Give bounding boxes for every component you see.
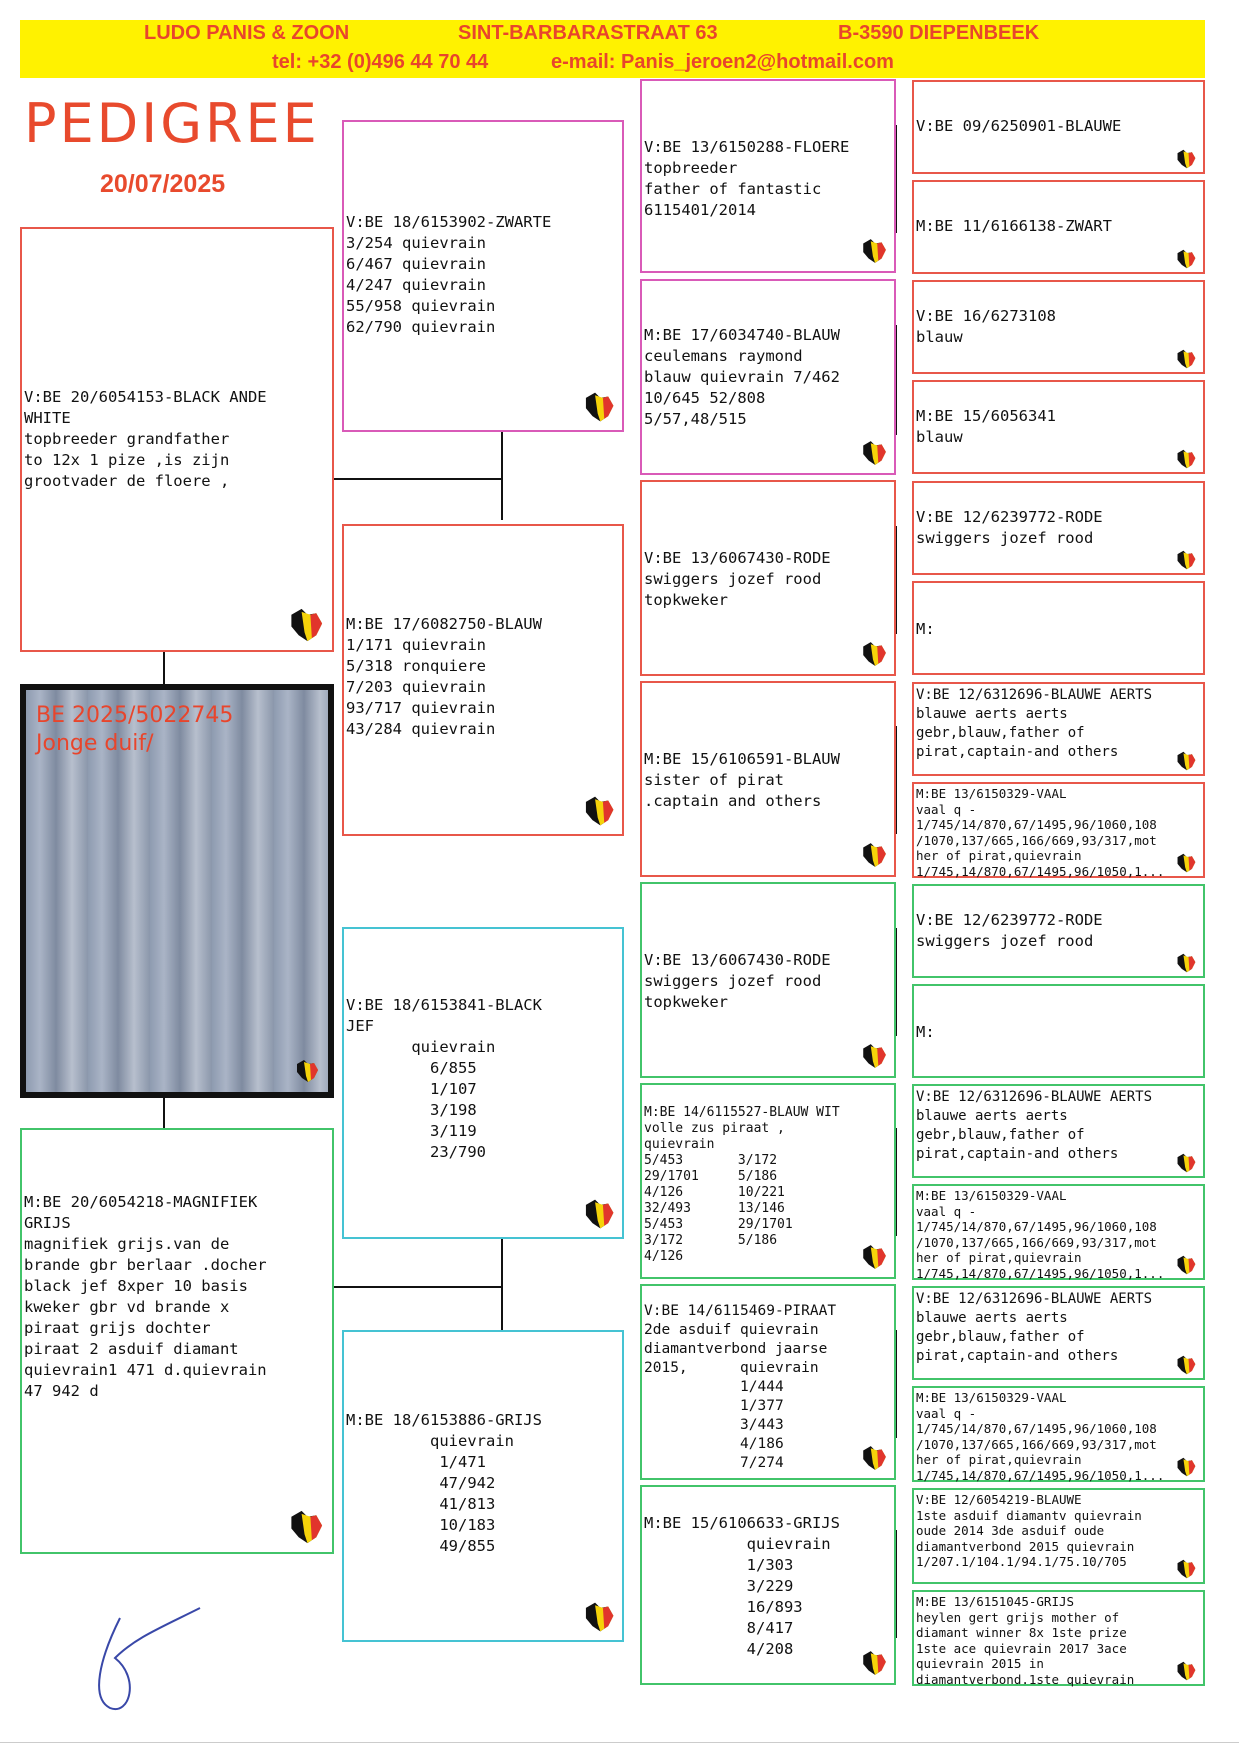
gen4-box — [912, 380, 1205, 474]
page-edge — [0, 1742, 1239, 1743]
gen4-line: 1/745,14/870,67/1495,96/1050,1... — [916, 1467, 1165, 1483]
gen3-line: quievrain — [644, 1535, 831, 1553]
gen4-line: M:BE 13/6151045-GRIJS — [916, 1594, 1075, 1609]
gen3-line: 5/453 29/1701 — [644, 1217, 793, 1232]
belgium-flag-icon — [1175, 1456, 1197, 1478]
gen4-box — [912, 682, 1205, 776]
dam-line: piraat grijs dochter — [24, 1319, 211, 1337]
gen3-line: 7/274 — [644, 1455, 784, 1471]
ff-line: 55/958 quievrain — [346, 297, 496, 315]
gen4-line: M:BE 13/6150329-VAAL — [916, 786, 1067, 801]
sire-line: grootvader de floere , — [24, 472, 230, 490]
gen3-line: 4/186 — [644, 1436, 784, 1452]
mf-line: 23/790 — [346, 1143, 486, 1161]
belgium-flag-icon — [1175, 148, 1197, 170]
pigeon-photo — [20, 684, 334, 1098]
gen3-line: 2015, quievrain — [644, 1360, 819, 1376]
street-address: SINT-BARBARASTRAAT 63 — [458, 22, 718, 44]
gen4-box — [912, 984, 1205, 1078]
dam-line: piraat 2 asduif diamant — [24, 1340, 239, 1358]
gen3-line: father of fantastic — [644, 180, 822, 198]
gen4-box — [912, 1386, 1205, 1482]
belgium-flag-icon — [1175, 549, 1197, 571]
gen4-line: V:BE 09/6250901-BLAUWE — [916, 117, 1122, 135]
gen3-line: 32/493 13/146 — [644, 1201, 785, 1216]
gen3-line: sister of pirat — [644, 771, 784, 789]
gen3-box — [640, 681, 896, 877]
belgium-flag-icon — [286, 1508, 326, 1546]
gen3-line: 29/1701 5/186 — [644, 1169, 778, 1184]
gen4-line: /1070,137/665,166/669,93/317,mot — [916, 832, 1157, 848]
gen4-box — [912, 1184, 1205, 1280]
gen4-line: 1/745,14/870,67/1495,96/1050,1... — [916, 1265, 1165, 1281]
gen4-line: /1070,137/665,166/669,93/317,mot — [916, 1234, 1157, 1250]
gen4-line: gebr,blauw,father of — [916, 725, 1085, 741]
gen3-line: 3/443 — [644, 1417, 784, 1433]
belgium-flag-icon — [1175, 348, 1197, 370]
dam-line: black jef 8xper 10 basis — [24, 1277, 248, 1295]
gen3-line: 2de asduif quievrain — [644, 1322, 819, 1338]
dam-line: magnifiek grijs.van de — [24, 1235, 230, 1253]
sire-line: to 12x 1 pize ,is zijn — [24, 451, 230, 469]
mf-line: quievrain — [346, 1038, 496, 1056]
belgium-flag-icon — [1175, 1254, 1197, 1276]
belgium-flag-icon — [582, 1600, 616, 1634]
gen3-line: V:BE 13/6150288-FLOERE — [644, 138, 850, 156]
gen4-line: M:BE 13/6150329-VAAL — [916, 1390, 1067, 1405]
gen3-line: blauw quievrain 7/462 — [644, 368, 840, 386]
gen4-line: vaal q - — [916, 1203, 977, 1219]
gen4-line: her of pirat,quievrain — [916, 848, 1082, 863]
gen4-line: pirat,captain-and others — [916, 744, 1119, 760]
gen4-line: gebr,blauw,father of — [916, 1329, 1085, 1345]
mf-line: 3/198 — [346, 1101, 477, 1119]
ff-line: V:BE 18/6153902-ZWARTE — [346, 213, 552, 231]
gen3-line: 1/377 — [644, 1398, 784, 1414]
gen4-box — [912, 80, 1205, 174]
granddam-maternal-box — [342, 1330, 624, 1642]
gen4-line: oude 2014 3de asduif oude — [916, 1523, 1105, 1538]
belgium-flag-icon — [1175, 1152, 1197, 1174]
connector-line — [334, 1286, 502, 1288]
fm-line: 93/717 quievrain — [346, 699, 496, 717]
gen4-line: quievrain 2015 in — [916, 1656, 1044, 1671]
belgium-flag-icon — [1175, 852, 1197, 874]
gen3-line: quievrain — [644, 1137, 715, 1152]
gen3-box — [640, 1083, 896, 1279]
granddam-paternal-box — [342, 524, 624, 836]
gen4-box — [912, 782, 1205, 878]
gen4-line: her of pirat,quievrain — [916, 1452, 1082, 1467]
email-address: e-mail: Panis_jeroen2@hotmail.com — [551, 51, 894, 73]
sire-line: V:BE 20/6054153-BLACK ANDE — [24, 388, 267, 406]
gen4-line: blauwe aerts aerts — [916, 1108, 1068, 1124]
gen4-line: blauwe aerts aerts — [916, 1310, 1068, 1326]
belgium-flag-icon — [1175, 248, 1197, 270]
fm-line: 1/171 quievrain — [346, 636, 486, 654]
gen3-line: 3/229 — [644, 1577, 794, 1595]
belgium-flag-icon — [860, 1042, 888, 1070]
dam-line: quievrain1 471 d.quievrain — [24, 1361, 267, 1379]
belgium-flag-icon — [1175, 1660, 1197, 1682]
gen4-line: heylen gert grijs mother of — [916, 1609, 1120, 1625]
gen3-line: 1/444 — [644, 1379, 784, 1395]
gen4-line: M:BE 15/6056341 — [916, 407, 1056, 425]
belgium-flag-icon — [860, 1243, 888, 1271]
subject-ring-number: BE 2025/5022745 — [36, 703, 234, 728]
connector-line — [501, 1236, 503, 1336]
gen3-line: V:BE 13/6067430-RODE — [644, 951, 831, 969]
gen4-line: V:BE 12/6312696-BLAUWE AERTS — [916, 687, 1153, 703]
gen4-line: blauw — [916, 428, 963, 446]
gen4-line: V:BE 12/6239772-RODE — [916, 911, 1103, 929]
dam-line: kweker gbr vd brande x — [24, 1298, 230, 1316]
fm-line: 5/318 ronquiere — [346, 657, 486, 675]
gen3-box — [640, 882, 896, 1078]
connector-line — [163, 1098, 165, 1128]
gen3-line: .captain and others — [644, 792, 822, 810]
connector-line — [501, 432, 503, 520]
ff-line: 3/254 quievrain — [346, 234, 486, 252]
dam-line: M:BE 20/6054218-MAGNIFIEK — [24, 1193, 258, 1211]
gen3-line: 16/893 — [644, 1598, 803, 1616]
gen4-line: vaal q - — [916, 801, 977, 817]
gen3-line: 4/208 — [644, 1640, 794, 1658]
pedigree-date: 20/07/2025 — [100, 170, 226, 198]
gen3-line: volle zus piraat , — [644, 1121, 785, 1136]
gen4-line: diamant winner 8x 1ste prize — [916, 1625, 1127, 1640]
dam-line: GRIJS — [24, 1214, 71, 1232]
gen4-line: diamantverbond 2015 quievrain — [916, 1538, 1135, 1554]
grandsire-paternal-box — [342, 120, 624, 432]
gen4-line: pirat,captain-and others — [916, 1348, 1119, 1364]
connector-line — [163, 650, 165, 684]
gen4-line: 1/207.1/104.1/94.1/75.10/705 — [916, 1554, 1127, 1569]
gen3-line: M:BE 17/6034740-BLAUW — [644, 326, 840, 344]
gen3-box — [640, 1284, 896, 1480]
ff-line: 62/790 quievrain — [346, 318, 496, 336]
mf-line: JEF — [346, 1017, 374, 1035]
gen4-line: pirat,captain-and others — [916, 1146, 1119, 1162]
belgium-flag-icon — [860, 1649, 888, 1677]
belgium-flag-icon — [1175, 1558, 1197, 1580]
gen4-line: V:BE 12/6239772-RODE — [916, 508, 1103, 526]
fm-line: M:BE 17/6082750-BLAUW — [346, 615, 542, 633]
gen4-line: V:BE 12/6312696-BLAUWE AERTS — [916, 1089, 1153, 1105]
gen4-line: M: — [916, 1023, 935, 1041]
gen3-line: M:BE 14/6115527-BLAUW WIT — [644, 1105, 840, 1120]
sire-box — [20, 227, 334, 652]
mm-line: 10/183 — [346, 1516, 496, 1534]
gen3-box — [640, 279, 896, 475]
gen4-line: blauwe aerts aerts — [916, 706, 1068, 722]
mf-line: 3/119 — [346, 1122, 477, 1140]
signature — [80, 1598, 220, 1718]
gen4-line: her of pirat,quievrain — [916, 1250, 1082, 1265]
gen4-line: /1070,137/665,166/669,93/317,mot — [916, 1436, 1157, 1452]
dam-box — [20, 1128, 334, 1554]
gen4-box — [912, 884, 1205, 978]
gen3-line: 3/172 5/186 — [644, 1233, 778, 1248]
belgium-flag-icon — [286, 606, 326, 644]
mf-line: 6/855 — [346, 1059, 477, 1077]
gen4-line: vaal q - — [916, 1405, 977, 1421]
fm-line: 43/284 quievrain — [346, 720, 496, 738]
mm-line: 49/855 — [346, 1537, 496, 1555]
gen4-box — [912, 581, 1205, 675]
connector-line — [334, 478, 502, 480]
gen4-box — [912, 481, 1205, 575]
gen3-line: 6115401/2014 — [644, 201, 756, 219]
gen4-line: 1ste asduif diamantv quievrain — [916, 1507, 1142, 1523]
gen3-line: 5/453 3/172 — [644, 1153, 778, 1168]
gen3-line: V:BE 13/6067430-RODE — [644, 549, 831, 567]
gen4-line: 1/745,14/870,67/1495,96/1050,1... — [916, 863, 1165, 879]
header-banner — [20, 20, 1205, 78]
fm-line: 7/203 quievrain — [346, 678, 486, 696]
belgium-flag-icon — [860, 640, 888, 668]
gen4-line: V:BE 12/6054219-BLAUWE — [916, 1492, 1082, 1507]
gen3-line: M:BE 15/6106591-BLAUW — [644, 750, 840, 768]
gen4-line: 1/745/14/870,67/1495,96/1060,108 — [916, 817, 1157, 832]
gen4-box — [912, 1084, 1205, 1178]
gen3-line: 4/126 — [644, 1249, 684, 1264]
gen3-box — [640, 79, 896, 273]
belgium-flag-icon — [860, 237, 888, 265]
gen4-line: 1/745/14/870,67/1495,96/1060,108 — [916, 1219, 1157, 1234]
gen4-line: 1/745/14/870,67/1495,96/1060,108 — [916, 1421, 1157, 1436]
breeder-name: LUDO PANIS & ZOON — [144, 22, 350, 44]
belgium-flag-icon — [1175, 448, 1197, 470]
mm-line: 41/813 — [346, 1495, 496, 1513]
belgium-flag-icon — [1175, 750, 1197, 772]
gen3-line: swiggers jozef rood — [644, 972, 822, 990]
belgium-flag-icon — [860, 1444, 888, 1472]
gen3-line: 5/57,48/515 — [644, 410, 747, 428]
gen4-line: V:BE 16/6273108 — [916, 307, 1056, 325]
sire-line: WHITE — [24, 409, 71, 427]
sire-line: topbreeder grandfather — [24, 430, 230, 448]
ff-line: 6/467 quievrain — [346, 255, 486, 273]
gen4-box — [912, 1590, 1205, 1686]
belgium-flag-icon — [294, 1058, 320, 1084]
gen4-line: swiggers jozef rood — [916, 932, 1094, 950]
gen4-box — [912, 180, 1205, 274]
gen4-box — [912, 280, 1205, 374]
gen3-line: 10/645 52/808 — [644, 389, 766, 407]
page-title: PEDIGREE — [24, 92, 320, 155]
gen3-line: M:BE 15/6106633-GRIJS — [644, 1514, 840, 1532]
gen4-line: V:BE 12/6312696-BLAUWE AERTS — [916, 1291, 1153, 1307]
belgium-flag-icon — [1175, 1354, 1197, 1376]
gen3-line: diamantverbond jaarse — [644, 1341, 828, 1357]
mf-line: 1/107 — [346, 1080, 477, 1098]
belgium-flag-icon — [1175, 952, 1197, 974]
mm-line: 1/471 — [346, 1453, 486, 1471]
gen3-line: V:BE 14/6115469-PIRAAT — [644, 1303, 837, 1319]
phone-number: tel: +32 (0)496 44 70 44 — [272, 51, 489, 73]
gen3-box — [640, 480, 896, 676]
subject-note: Jonge duif/ — [36, 731, 154, 756]
mm-line: M:BE 18/6153886-GRIJS — [346, 1411, 542, 1429]
mm-line: 47/942 — [346, 1474, 496, 1492]
gen4-box — [912, 1488, 1205, 1584]
gen4-line: gebr,blauw,father of — [916, 1127, 1085, 1143]
belgium-flag-icon — [860, 841, 888, 869]
belgium-flag-icon — [582, 390, 616, 424]
gen4-line: M: — [916, 620, 935, 638]
ff-line: 4/247 quievrain — [346, 276, 486, 294]
mf-line: V:BE 18/6153841-BLACK — [346, 996, 542, 1014]
gen4-line: M:BE 11/6166138-ZWART — [916, 217, 1112, 235]
gen4-line: blauw — [916, 328, 963, 346]
belgium-flag-icon — [582, 794, 616, 828]
gen3-line: 8/417 — [644, 1619, 794, 1637]
belgium-flag-icon — [860, 439, 888, 467]
gen4-line: M:BE 13/6150329-VAAL — [916, 1188, 1067, 1203]
gen3-line: topkweker — [644, 993, 728, 1011]
gen3-box — [640, 1485, 896, 1685]
dam-line: 47 942 d — [24, 1382, 99, 1400]
gen3-line: 1/303 — [644, 1556, 794, 1574]
gen4-box — [912, 1286, 1205, 1380]
gen3-line: topkweker — [644, 591, 728, 609]
gen4-line: swiggers jozef rood — [916, 529, 1094, 547]
gen3-line: swiggers jozef rood — [644, 570, 822, 588]
gen4-line: 1ste ace quievrain 2017 3ace — [916, 1640, 1127, 1656]
gen4-line: diamantverbond.1ste quievrain — [916, 1671, 1135, 1687]
belgium-flag-icon — [582, 1197, 616, 1231]
grandsire-maternal-box — [342, 927, 624, 1239]
gen3-line: 4/126 10/221 — [644, 1185, 785, 1200]
gen3-line: ceulemans raymond — [644, 347, 803, 365]
gen3-line: topbreeder — [644, 159, 738, 177]
city-address: B-3590 DIEPENBEEK — [838, 22, 1040, 44]
mm-line: quievrain — [346, 1432, 514, 1450]
dam-line: brande gbr berlaar .docher — [24, 1256, 267, 1274]
